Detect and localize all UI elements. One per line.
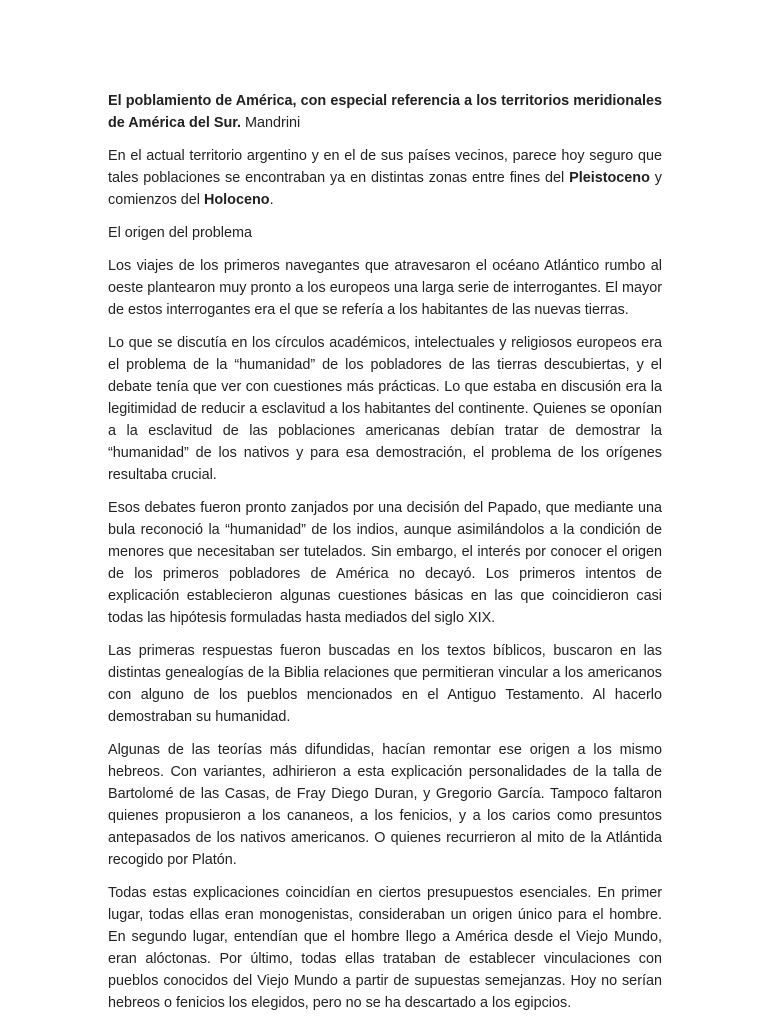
intro-text-1: En el actual territorio argentino y en el de sus países vecinos, parece hoy seguro que tales poblaciones se encontraban ya en distintas zonas entre fines del xyxy=(108,148,662,186)
intro-bold-pleistoceno: Pleistoceno xyxy=(569,170,650,186)
body-paragraph: Lo que se discutía en los círculos académicos, intelectuales y religiosos europeos era el problema de la “humanidad” de los pobladores de las tierras descubiertas, y el debate tenía que ver con cuestiones más prácticas. Lo que estaba en discusión era la legitimidad de reducir a esclavitud a los habitantes del continente. Quienes se oponían a la esclavitud de las poblaciones americanas debían tratar de demostrar la “humanidad” de los nativos y para esa demostración, el problema de los orígenes resultaba crucial. xyxy=(108,335,662,483)
body-paragraph: Todas estas explicaciones coincidían en ciertos presupuestos esenciales. En primer lugar, todas ellas eran monogenistas, consideraban un origen único para el hombre. En segundo lugar, entendían que el hombre llego a América desde el Viejo Mundo, eran alóctonas. Por último, todas ellas trataban de establecer vinculaciones con pueblos conocidos del Viejo Mundo a partir de supuestas semejanzas. Hoy no serían hebreos o fenicios los elegidos, pero no se ha descartado a los egipcios. xyxy=(108,885,662,1011)
document-title xyxy=(108,90,662,134)
intro-text-3: . xyxy=(269,192,274,208)
document-page xyxy=(108,90,662,1025)
body-paragraph: Algunas de las teorías más difundidas, hacían remontar ese origen a los mismo hebreos. Con variantes, adhirieron a esta explicación personalidades de la talla de Bartolomé de las Casas, de Fray Diego Duran, y Gregorio García. Tampoco faltaron quienes propusieron a los cananeos, a los fenicios, y a los carios como presuntos antepasados de los nativos americanos. O quienes recurrieron al mito de la Atlántida recogido por Platón. xyxy=(108,742,662,868)
title-author: Mandrini xyxy=(241,115,301,131)
intro-text-2: y comienzos del xyxy=(108,170,662,208)
body-paragraph: Los viajes de los primeros navegantes que atravesaron el océano Atlántico rumbo al oeste plantearon muy pronto a los europeos una larga serie de interrogantes. El mayor de estos interrogantes era el que se refería a los habitantes de las nuevas tierras. xyxy=(108,258,662,318)
body-paragraph: Esos debates fueron pronto zanjados por una decisión del Papado, que mediante una bula reconoció la “humanidad” de los indios, aunque asimilándolos a la condición de menores que necesitaban ser tutelados. Sin embargo, el interés por conocer el origen de los primeros pobladores de América no decayó. Los primeros intentos de explicación establecieron algunas cuestiones básicas en las que coincidieron casi todas las hipótesis formuladas hasta mediados del siglo XIX. xyxy=(108,500,662,626)
section-heading: El origen del problema xyxy=(108,225,252,241)
intro-paragraph xyxy=(108,145,662,211)
body-paragraph: Las primeras respuestas fueron buscadas en los textos bíblicos, buscaron en las distintas genealogías de la Biblia relaciones que permitieran vincular a los americanos con alguno de los pueblos mencionados en el Antiguo Testamento. Al hacerlo demostraban su humanidad. xyxy=(108,643,662,725)
intro-bold-holoceno: Holoceno xyxy=(204,192,270,208)
title-bold-text: El poblamiento de América, con especial referencia a los territorios meridionales de América del Sur. xyxy=(108,93,662,131)
